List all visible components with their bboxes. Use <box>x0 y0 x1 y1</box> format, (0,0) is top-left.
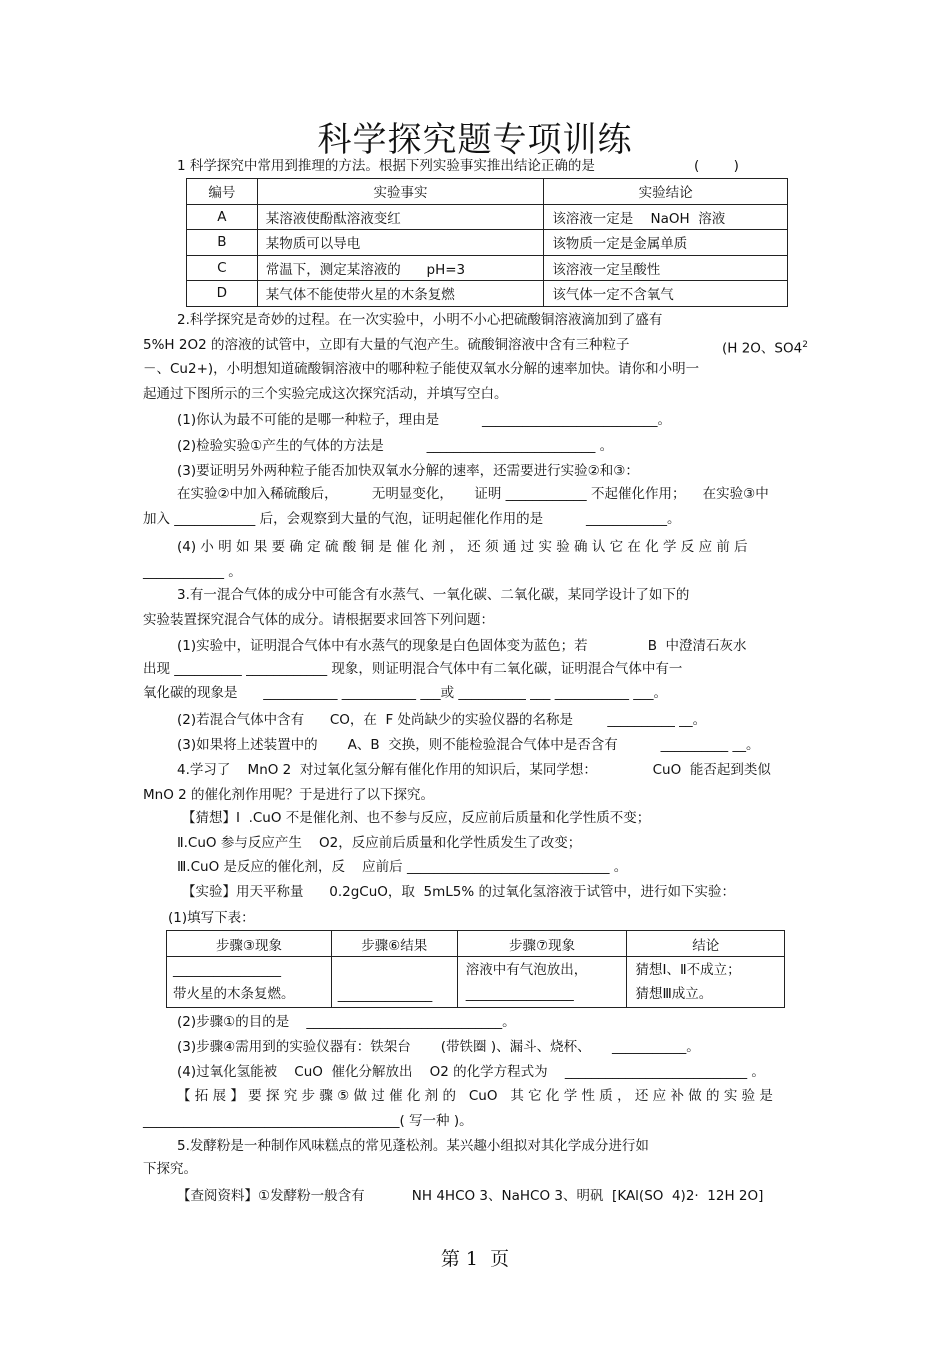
table-header: 步骤③现象 <box>167 931 332 957</box>
q4-guess3: Ⅲ.CuO 是反应的催化剂，反 应前后 ______________________________ 。 <box>177 859 628 875</box>
q2-line2 <box>143 337 629 354</box>
q4-step3: (3)步骤④需用到的实验仪器有：铁架台 (带铁圈 )、漏斗、烧杯、 ___________。 <box>177 1039 700 1055</box>
q4-fill-table-label: (1)填写下表： <box>168 910 255 926</box>
table-cell <box>167 957 332 1008</box>
q2-line2-sup: 2 <box>802 340 808 350</box>
table-header: 步骤⑥结果 <box>331 931 457 957</box>
table-cell: 某物质可以导电 <box>257 230 544 256</box>
q2-line2-d: 2O、SO4 <box>741 340 803 357</box>
table-header: 步骤⑦现象 <box>457 931 627 957</box>
q4-experiment: 【实验】用天平称量 0.2gCuO，取 5mL5% 的过氧化氢溶液于试管中，进行如下实验： <box>182 884 735 900</box>
table-cell: A <box>187 204 258 230</box>
table-cell: B <box>187 230 258 256</box>
q2-part1: (1)你认为最不可能的是哪一种粒子，理由是 __________________________。 <box>177 412 672 428</box>
page-number: 第 1 页 <box>440 1248 510 1270</box>
q2-line1: 2.科学探究是奇妙的过程。在一次实验中，小明不小心把硫酸铜溶液滴加到了盛有 <box>177 312 663 328</box>
q2-part2: (2)检验实验①产生的气体的方法是 _________________________ 。 <box>177 438 614 454</box>
q4-step2: (2)步骤①的目的是 _____________________________。 <box>177 1014 516 1030</box>
table-cell-text: 猜想Ⅲ成立。 <box>635 986 713 1002</box>
table-row <box>187 281 788 307</box>
table-cell: 该气体一定不含氧气 <box>544 281 788 307</box>
q4-table <box>166 930 785 1008</box>
table-header: 结论 <box>627 931 785 957</box>
q3-line2: 实验装置探究混合气体的成分。请根据要求回答下列问题： <box>143 612 494 628</box>
table-row <box>187 230 788 256</box>
table-cell <box>457 957 627 1008</box>
page-title: 科学探究题专项训练 <box>317 120 633 160</box>
q3-part1: (1)实验中，证明混合气体中有水蒸气的现象是白色固体变为蓝色；若 B 中澄清石灰水 <box>177 638 747 654</box>
q1-table <box>186 178 788 307</box>
q4-extension: 【 拓 展 】 要 探 究 步 骤 ⑤ 做 过 催 化 剂 的 CuO 其 它 化 学 性 质 ， 还 应 补 做 的 实 验 是 <box>177 1088 773 1104</box>
q2-part3: (3)要证明另外两种粒子能否加快双氧水分解的速率，还需要进行实验②和③： <box>177 463 639 479</box>
answer-blank: ______________ <box>337 987 433 1003</box>
q5-line1: 5.发酵粉是一种制作风味糕点的常见蓬松剂。某兴趣小组拟对其化学成分进行如 <box>177 1138 649 1154</box>
table-row <box>187 255 788 281</box>
q2-part3-c: 加入 ____________ 后，会观察到大量的气泡，证明起催化作用的是 ____________。 <box>143 511 681 527</box>
q4-guess1: 【猜想】Ⅰ .CuO 不是催化剂、也不参与反应，反应前后质量和化学性质不变； <box>182 810 651 826</box>
q4-line2: MnO 2 的催化剂作用呢？于是进行了以下探究。 <box>143 787 435 803</box>
q3-part2: (2)若混合气体中含有 CO，在 F 处尚缺少的实验仪器的名称是 __________ __。 <box>177 712 707 728</box>
table-cell <box>627 957 785 1008</box>
table-row <box>167 957 785 1008</box>
table-cell: C <box>187 255 258 281</box>
q1-stem: 1 科学探究中常用到推理的方法。根据下列实验事实推出结论正确的是 <box>177 158 595 174</box>
table-cell: D <box>187 281 258 307</box>
answer-blank: ________________ <box>465 986 574 1002</box>
table-header: 实验结论 <box>544 179 788 205</box>
q3-part3: (3)如果将上述装置中的 A、B 交换，则不能检验混合气体中是否含有 __________ __。 <box>177 737 760 753</box>
answer-blank: ________________ <box>173 962 281 978</box>
q3-line1: 3.有一混合气体的成分中可能含有水蒸气、一氧化碳、二氧化碳，某同学设计了如下的 <box>177 587 690 603</box>
q2-line2-c: (H <box>722 340 738 357</box>
q3-part1-c: 氧化碳的现象是 ___________ ___________ ___或 __________ ___ ___________ ___。 <box>143 685 667 701</box>
table-cell <box>331 957 457 1008</box>
table-cell: 某气体不能使带火星的木条复燃 <box>257 281 544 307</box>
table-cell: 该物质一定是金属单质 <box>544 230 788 256</box>
q2-line2-particles <box>722 337 808 358</box>
q2-part4: (4) 小 明 如 果 要 确 定 硫 酸 铜 是 催 化 剂 ， 还 须 通 过 实 验 确 认 它 在 化 学 反 应 前 后 <box>177 539 748 555</box>
table-header-row <box>167 931 785 957</box>
table-header-row <box>187 179 788 205</box>
q4-step4: (4)过氧化氢能被 CuO 催化分解放出 O2 的化学方程式为 ___________________________ 。 <box>177 1064 765 1080</box>
q2-line2-b: 2O2 的溶液的试管中，立即有大量的气泡产生。硫酸铜溶液中含有三种粒子 <box>178 337 630 353</box>
table-cell-text: 带火星的木条复燃。 <box>173 986 295 1002</box>
q5-line3: 【查阅资料】①发酵粉一般含有 NH 4HCO 3、NaHCO 3、明矾 [KAl(SO 4)2· 12H 2O] <box>177 1188 764 1204</box>
q4-extension-b: ______________________________________( 写一种 )。 <box>143 1113 473 1129</box>
table-cell-text: 溶液中有气泡放出， <box>465 962 588 978</box>
q2-part3-b: 在实验②中加入稀硫酸后， 无明显变化， 证明 ____________ 不起催化作用； 在实验③中 <box>177 486 769 502</box>
table-header: 编号 <box>187 179 258 205</box>
table-cell: 某溶液使酚酞溶液变红 <box>257 204 544 230</box>
table-header: 实验事实 <box>257 179 544 205</box>
table-cell: 常温下，测定某溶液的 pH=3 <box>257 255 544 281</box>
q4-line1: 4.学习了 MnO 2 对过氧化氢分解有催化作用的知识后，某同学想： CuO 能否起到类似 <box>177 762 771 778</box>
q4-guess2: Ⅱ.CuO 参与反应产生 O2，反应前后质量和化学性质发生了改变； <box>177 835 582 851</box>
table-cell-text: 猜想Ⅰ、Ⅱ不成立； <box>635 962 741 978</box>
table-row <box>187 204 788 230</box>
q1-answer-bracket: ( ) <box>694 158 739 174</box>
q2-line3: －、Cu2+)，小明想知道硫酸铜溶液中的哪种粒子能使双氧水分解的速率加快。请你和小明一 <box>143 361 700 377</box>
table-cell: 该溶液一定呈酸性 <box>544 255 788 281</box>
q2-line4: 起通过下图所示的三个实验完成这次探究活动，并填写空白。 <box>143 386 508 402</box>
table-cell: 该溶液一定是 NaOH 溶液 <box>544 204 788 230</box>
q2-line2-a: 5%H <box>143 337 175 353</box>
q3-part1-b: 出现 __________ ____________ 现象，则证明混合气体中有二氧化碳，证明混合气体中有一 <box>143 661 683 677</box>
q5-line2: 下探究。 <box>143 1161 197 1177</box>
q2-part4-b: ____________ 。 <box>143 564 242 580</box>
